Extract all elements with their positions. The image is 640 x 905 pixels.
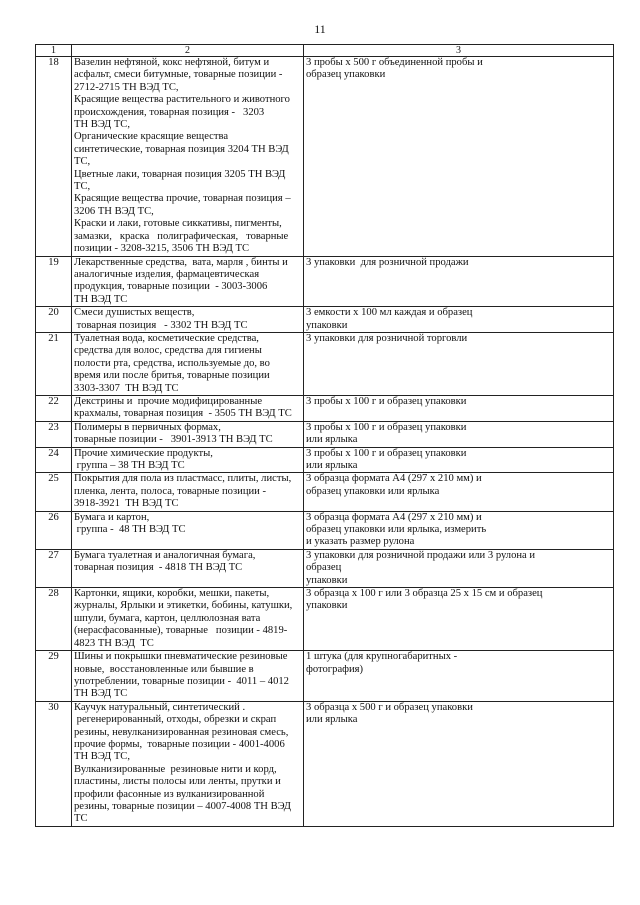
goods-description [72, 57, 304, 257]
sample-requirement [304, 473, 614, 511]
sample-requirement [304, 511, 614, 549]
sample-requirement [304, 256, 614, 307]
description-line: Бумага и картон, [74, 511, 150, 523]
sample-line: 3 пробы х 500 г объединенной пробы и [306, 57, 483, 68]
description-line: продукция, товарные позиции - 3003-3006 [74, 281, 268, 293]
description-line: аналогичные изделия, фармацевтическая [74, 268, 260, 280]
sample-requirement [304, 395, 614, 421]
row-number: 26 [36, 511, 72, 549]
description-line: Вулканизированные резиновые нити и корд, [74, 763, 277, 775]
table-header-row [36, 45, 614, 57]
description-line: 4823 ТН ВЭД ТС [74, 637, 154, 649]
sample-line: образец [306, 562, 342, 574]
goods-description [72, 332, 304, 395]
goods-description [72, 651, 304, 702]
sample-line: или ярлыка [306, 434, 358, 446]
row-number: 30 [36, 701, 72, 826]
description-line: ТН ВЭД ТС, [74, 119, 130, 131]
sample-line: 3 пробы х 100 г и образец упаковки [306, 395, 467, 407]
table-row [36, 549, 614, 587]
description-line: средства для волос, средства для гигиены [74, 345, 262, 357]
description-line: Шины и покрышки пневматические резиновые [74, 651, 288, 663]
row-number: 27 [36, 549, 72, 587]
description-line: ТС, [74, 181, 91, 193]
description-line: товарные позиции - 3901-3913 ТН ВЭД ТС [74, 434, 273, 446]
description-line: группа – 38 ТН ВЭД ТС [74, 460, 185, 471]
goods-description [72, 701, 304, 826]
table-row [36, 473, 614, 511]
description-line: резины, невулканизированная резиновая смесь, [74, 726, 289, 738]
sample-line: 3 образца х 500 г и образец упаковки [306, 701, 473, 713]
row-number: 18 [36, 57, 72, 257]
table-row [36, 307, 614, 333]
table-row [36, 332, 614, 395]
row-number: 23 [36, 421, 72, 447]
description-line: полости рта, средства, используемые до, во [74, 357, 270, 369]
sample-requirement [304, 447, 614, 473]
description-line: (нерасфасованные), товарные позиции - 4819- [74, 625, 288, 637]
description-line: происхождения, товарная позиция - 3203 [74, 106, 265, 118]
sample-line: образец упаковки или ярлыка, измерить [306, 524, 487, 536]
sample-requirement [304, 549, 614, 587]
description-line: товарная позиция - 3302 ТН ВЭД ТС [74, 319, 248, 331]
sample-line: образец упаковки [306, 69, 386, 81]
description-line: Бумага туалетная и аналогичная бумага, [74, 549, 256, 561]
sample-line: 3 образца формата А4 (297 х 210 мм) и [306, 473, 482, 485]
sample-line: 3 образца формата А4 (297 х 210 мм) и [306, 511, 482, 523]
sample-line: 1 штука (для крупногабаритных - [306, 651, 458, 663]
sample-line: и указать размер рулона [306, 536, 415, 548]
sample-line: 3 образца х 100 г или 3 образца 25 х 15 см и образец [306, 588, 543, 600]
sample-line: упаковки [306, 574, 348, 586]
description-line: новые, восстановленные или бывшие в [74, 663, 254, 675]
description-line: Покрытия для пола из пластмасс, плиты, листы, [74, 473, 292, 485]
table-row [36, 511, 614, 549]
description-line: 3303-3307 ТН ВЭД ТС [74, 382, 179, 394]
description-line: Вазелин нефтяной, кокс нефтяной, битум и [74, 57, 270, 68]
description-line: Краски и лаки, готовые сиккативы, пигменты, [74, 218, 282, 230]
description-line: Лекарственные средства, вата, марля , бинты и [74, 256, 288, 268]
description-line: Органические красящие вещества [74, 131, 229, 143]
row-number: 25 [36, 473, 72, 511]
sample-requirement [304, 332, 614, 395]
row-number: 19 [36, 256, 72, 307]
sample-line: или ярлыка [306, 460, 358, 471]
goods-description [72, 256, 304, 307]
sample-requirement [304, 421, 614, 447]
table-row [36, 588, 614, 651]
row-number: 20 [36, 307, 72, 333]
row-number: 24 [36, 447, 72, 473]
sample-line: 3 емкости х 100 мл каждая и образец [306, 307, 473, 319]
description-line: пластины, листы полосы или ленты, прутки и [74, 776, 281, 788]
description-line: прочие формы, товарные позиции - 4001-4006 [74, 738, 285, 750]
row-number: 28 [36, 588, 72, 651]
description-line: асфальт, смеси битумные, товарные позиции - [74, 69, 283, 81]
goods-description [72, 511, 304, 549]
goods-description [72, 549, 304, 587]
table-row [36, 395, 614, 421]
description-line: пленка, лента, полоса, товарные позиции - [74, 485, 267, 497]
table-row [36, 651, 614, 702]
table-row [36, 447, 614, 473]
description-line: Красящие вещества прочие, товарная позиция – [74, 193, 291, 205]
row-number: 29 [36, 651, 72, 702]
column-header: 1 [36, 45, 72, 57]
description-line: Каучук натуральный, синтетический . [74, 701, 246, 713]
description-line: ТН ВЭД ТС, [74, 751, 130, 763]
description-line: позиции - 3208-3215, 3506 ТН ВЭД ТС [74, 243, 250, 255]
description-line: 2712-2715 ТН ВЭД ТС, [74, 81, 179, 93]
description-line: употреблении, товарные позиции - 4011 – 4012 [74, 675, 289, 687]
sample-line: 3 упаковки для розничной торговли [306, 332, 468, 344]
sample-line: упаковки [306, 319, 348, 331]
sample-requirement [304, 57, 614, 257]
description-line: группа - 48 ТН ВЭД ТС [74, 524, 186, 536]
description-line: ТС [74, 813, 88, 825]
description-line: Цветные лаки, товарная позиция 3205 ТН ВЭД [74, 168, 286, 180]
goods-description [72, 395, 304, 421]
description-line: замазки, краска полиграфическая, товарные [74, 230, 289, 242]
table-row [36, 256, 614, 307]
sample-line: 3 упаковки для розничной продажи [306, 256, 469, 268]
description-line: ТС, [74, 156, 91, 168]
description-line: резины, товарные позиции – 4007-4008 ТН ВЭД [74, 800, 291, 812]
table-row [36, 421, 614, 447]
column-header: 3 [304, 45, 614, 57]
goods-description [72, 447, 304, 473]
description-line: Картонки, ящики, коробки, мешки, пакеты, [74, 588, 270, 600]
sample-line: 3 пробы х 100 г и образец упаковки [306, 447, 467, 459]
description-line: ТН ВЭД ТС [74, 293, 128, 305]
description-line: журналы, Ярлыки и этикетки, бобины, катушки, [74, 600, 293, 612]
description-line: товарная позиция - 4818 ТН ВЭД ТС [74, 562, 243, 574]
description-line: Смеси душистых веществ, [74, 307, 195, 319]
sample-line: упаковки [306, 600, 348, 612]
description-line: Красящие вещества растительного и животного [74, 94, 290, 106]
samples-table [35, 44, 614, 827]
description-line: Туалетная вода, косметические средства, [74, 332, 259, 344]
description-line: шпули, бумага, картон, целлюлозная вата [74, 612, 261, 624]
sample-requirement [304, 588, 614, 651]
description-line: ТН ВЭД ТС [74, 688, 128, 700]
column-header: 2 [72, 45, 304, 57]
sample-line: 3 пробы х 100 г и образец упаковки [306, 421, 467, 433]
row-number: 22 [36, 395, 72, 421]
description-line: Полимеры в первичных формах, [74, 421, 221, 433]
page-number: 11 [314, 22, 326, 36]
row-number: 21 [36, 332, 72, 395]
description-line: профили фасонные из вулканизированной [74, 788, 265, 800]
goods-description [72, 307, 304, 333]
sample-requirement [304, 651, 614, 702]
description-line: время или после бритья, товарные позиции [74, 370, 270, 382]
goods-description [72, 473, 304, 511]
description-line: синтетические, товарная позиция 3204 ТН ВЭД [74, 143, 289, 155]
table-row [36, 57, 614, 257]
sample-requirement [304, 307, 614, 333]
description-line: регенерированный, отходы, обрезки и скрап [74, 714, 277, 726]
goods-description [72, 588, 304, 651]
sample-line: фотография) [306, 663, 364, 675]
sample-line: образец упаковки или ярлыка [306, 485, 440, 497]
description-line: Декстрины и прочие модифицированные [74, 395, 263, 407]
description-line: Прочие химические продукты, [74, 447, 213, 459]
sample-requirement [304, 701, 614, 826]
description-line: 3206 ТН ВЭД ТС, [74, 205, 154, 217]
table-row [36, 701, 614, 826]
description-line: крахмалы, товарная позиция - 3505 ТН ВЭД ТС [74, 408, 292, 420]
goods-description [72, 421, 304, 447]
description-line: 3918-3921 ТН ВЭД ТС [74, 498, 179, 510]
sample-line: или ярлыка [306, 714, 358, 726]
sample-line: 3 упаковки для розничной продажи или 3 рулона и [306, 549, 536, 561]
